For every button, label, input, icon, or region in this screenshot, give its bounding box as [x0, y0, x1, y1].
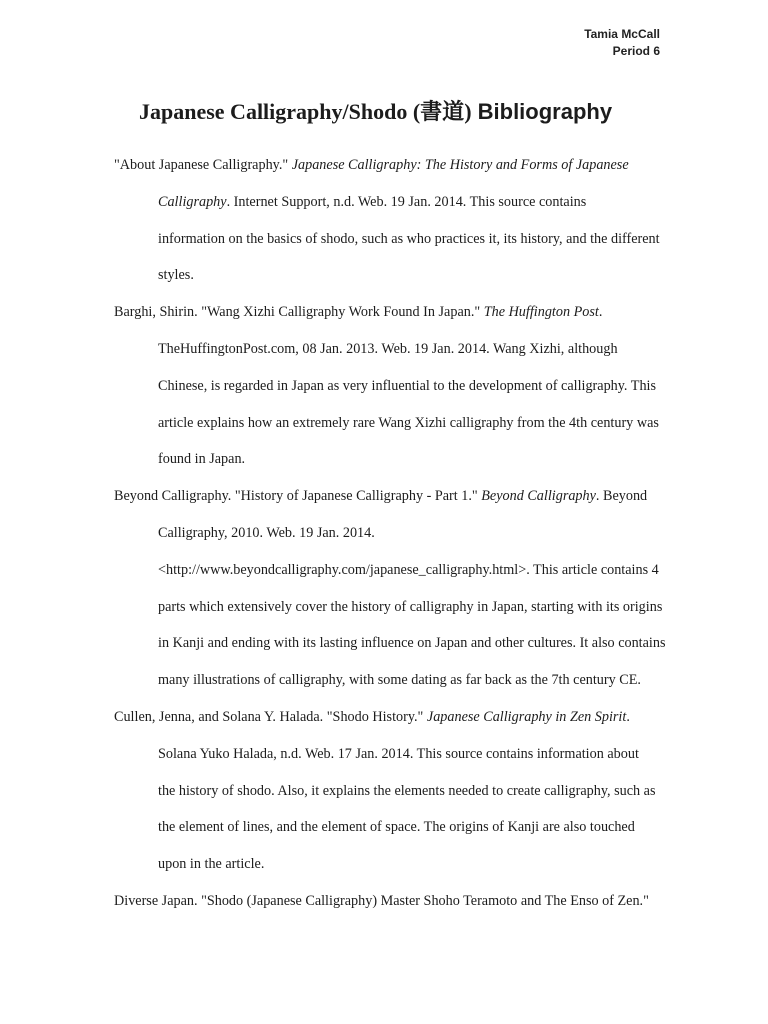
italic-title: Calligraphy: [158, 193, 227, 210]
entry-line: [114, 515, 706, 552]
entry-text: Chinese, is regarded in Japan as very influential to the development of calligraphy. This: [158, 377, 656, 394]
entry-text: information on the basics of shodo, such as who practices it, its history, and the different: [158, 230, 660, 247]
entry-text: Diverse Japan. "Shodo (Japanese Calligraphy) Master Shoho Teramoto and The Enso of Zen.": [114, 892, 649, 909]
entry-text: Cullen, Jenna, and Solana Y. Halada. "Shodo History.": [114, 708, 427, 725]
bibliography-entry: [114, 294, 706, 478]
entry-text: the element of lines, and the element of space. The origins of Kanji are also touched: [158, 819, 635, 836]
entry-text: Solana Yuko Halada, n.d. Web. 17 Jan. 2014. This source contains information about: [158, 745, 639, 762]
entry-line: [114, 405, 706, 442]
entry-line: [114, 883, 706, 920]
entry-line: [114, 368, 706, 405]
title-close: ): [464, 99, 472, 124]
italic-title: The Huffington Post: [483, 304, 599, 321]
title-main: Japanese Calligraphy/Shodo (: [139, 99, 421, 124]
title-kanji: 書道: [420, 99, 465, 124]
entry-line: [114, 221, 706, 258]
document-header: [584, 26, 660, 60]
entry-line: [114, 147, 706, 184]
entry-text: article explains how an extremely rare Wang Xizhi calligraphy from the 4th century was: [158, 414, 659, 431]
entry-text: .: [626, 708, 630, 725]
entry-text: TheHuffingtonPost.com, 08 Jan. 2013. Web. 19 Jan. 2014. Wang Xizhi, although: [158, 340, 618, 357]
italic-title: Japanese Calligraphy in Zen Spirit: [426, 708, 627, 725]
bibliography-list: [114, 147, 706, 920]
entry-line: [114, 589, 706, 626]
page-title: [139, 95, 659, 126]
entry-text: parts which extensively cover the history of calligraphy in Japan, starting with its origins: [158, 598, 663, 615]
entry-line: [114, 736, 706, 773]
entry-line: [114, 699, 706, 736]
entry-text: Calligraphy, 2010. Web. 19 Jan. 2014.: [158, 524, 375, 541]
entry-text: many illustrations of calligraphy, with some dating as far back as the 7th century CE.: [158, 672, 641, 689]
entry-line: [114, 809, 706, 846]
class-period: Period 6: [612, 44, 660, 58]
bibliography-entry: [114, 699, 706, 883]
bibliography-entry: [114, 147, 706, 294]
entry-text: . Beyond: [595, 488, 648, 505]
entry-text: <http://www.beyondcalligraphy.com/japanese_calligraphy.html>. This article contains 4: [158, 561, 659, 578]
entry-line: [114, 625, 706, 662]
entry-line: [114, 662, 706, 699]
entry-line: [114, 331, 706, 368]
entry-text: "About Japanese Calligraphy.": [114, 157, 292, 173]
title-suffix: Bibliography: [471, 99, 613, 124]
entry-text: Beyond Calligraphy. "History of Japanese Calligraphy - Part 1.": [114, 488, 482, 505]
entry-line: [114, 441, 706, 478]
entry-text: upon in the article.: [158, 856, 265, 873]
entry-line: [114, 478, 706, 515]
bibliography-entry: [114, 883, 706, 920]
entry-text: the history of shodo. Also, it explains the elements needed to create calligraphy, such as: [158, 782, 656, 799]
entry-text: . Internet Support, n.d. Web. 19 Jan. 2014. This source contains: [226, 193, 587, 210]
entry-line: [114, 294, 706, 331]
author-name: Tamia McCall: [584, 27, 660, 41]
entry-text: styles.: [158, 267, 194, 284]
italic-title: Japanese Calligraphy: The History and Forms of Japanese: [291, 157, 629, 173]
entry-text: Barghi, Shirin. "Wang Xizhi Calligraphy Work Found In Japan.": [114, 304, 484, 321]
entry-text: in Kanji and ending with its lasting influence on Japan and other cultures. It also contains: [158, 635, 666, 652]
entry-line: [114, 257, 706, 294]
italic-title: Beyond Calligraphy: [481, 488, 596, 505]
entry-line: [114, 184, 706, 221]
entry-text: .: [598, 304, 603, 321]
entry-line: [114, 846, 706, 883]
entry-line: [114, 773, 706, 810]
entry-line: [114, 552, 706, 589]
entry-text: found in Japan.: [158, 451, 246, 468]
bibliography-entry: [114, 478, 706, 699]
